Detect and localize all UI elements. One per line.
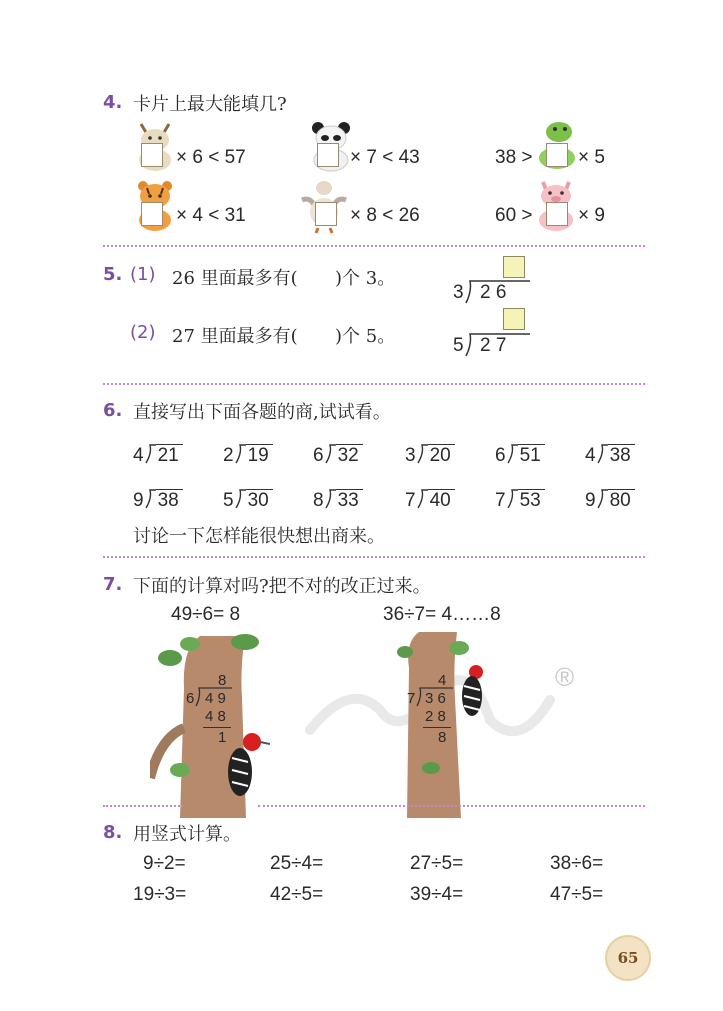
divisor: 9 <box>133 490 144 511</box>
q5-part1-text: 26 里面最多有( <box>172 268 298 289</box>
q4-expr-3: × 5 <box>578 147 605 168</box>
q8-problem: 9÷2= <box>143 853 186 874</box>
q5-number: 5. <box>103 264 123 285</box>
q4-title: 卡片上最大能填几? <box>133 94 287 115</box>
answer-card[interactable] <box>141 202 163 226</box>
q7-right-product: 2 8 <box>425 708 446 725</box>
division-problem <box>585 443 635 471</box>
q7-left-product: 4 8 <box>205 708 226 725</box>
division-bracket <box>416 488 428 516</box>
divisor: 8 <box>313 490 324 511</box>
division-problem <box>313 443 363 471</box>
divisor: 5 <box>223 490 234 511</box>
q8-problem: 47÷5= <box>550 884 604 905</box>
subtraction-line <box>423 727 451 728</box>
q5-part1-text2: )个 3。 <box>335 268 396 289</box>
q7-left-equation: 49÷6= 8 <box>171 604 241 625</box>
dividend: 21 <box>156 444 183 466</box>
q7-left-divisor: 6 <box>186 690 195 707</box>
divisor: 7 <box>495 490 506 511</box>
division-bracket <box>324 488 336 516</box>
q5-dividend-1: 2 6 <box>480 282 507 303</box>
q6-title: 直接写出下面各题的商,试试看。 <box>133 402 391 423</box>
dividend: 53 <box>518 489 545 511</box>
division-problem <box>495 443 545 471</box>
q4-number: 4. <box>103 92 123 113</box>
division-problem <box>405 488 455 516</box>
division-problem <box>313 488 363 516</box>
registered-mark: ® <box>555 662 575 692</box>
dividend: 19 <box>246 444 273 466</box>
division-problem <box>495 488 545 516</box>
q7-right-dividend: 3 6 <box>425 690 446 707</box>
dividend: 30 <box>246 489 273 511</box>
q7-number: 7. <box>103 574 123 595</box>
q5-divisor-1: 3 <box>453 282 464 303</box>
q7-title: 下面的计算对吗?把不对的改正过来。 <box>133 576 431 597</box>
dividend: 20 <box>428 444 455 466</box>
answer-card[interactable] <box>315 202 337 226</box>
section-divider <box>103 805 183 807</box>
division-problem <box>223 488 273 516</box>
answer-card[interactable] <box>546 143 568 167</box>
q8-problem: 25÷4= <box>270 853 324 874</box>
q4-expr-4: × 4 < 31 <box>176 205 246 226</box>
woodpecker-right-icon <box>452 662 492 726</box>
dividend: 51 <box>518 444 545 466</box>
q7-left-quotient: 8 <box>218 672 227 689</box>
q8-problem: 27÷5= <box>410 853 464 874</box>
division-bracket <box>416 443 428 471</box>
dividend: 80 <box>608 489 635 511</box>
division-bracket <box>506 443 518 471</box>
answer-card[interactable] <box>317 143 339 167</box>
division-bracket <box>324 443 336 471</box>
q4-expr-2: × 7 < 43 <box>350 147 420 168</box>
answer-blank[interactable] <box>307 320 335 344</box>
division-bracket <box>506 488 518 516</box>
q4-prefix-6: 60 > <box>495 205 533 226</box>
q7-right-remainder: 8 <box>438 729 447 746</box>
q7-left-remainder: 1 <box>218 729 227 746</box>
q5-divisor-2: 5 <box>453 335 464 356</box>
quotient-box[interactable] <box>503 308 525 330</box>
answer-blank[interactable] <box>307 262 335 286</box>
q4-expr-1: × 6 < 57 <box>176 147 246 168</box>
divisor: 6 <box>495 445 506 466</box>
q5-part2-text2: )个 5。 <box>335 326 396 347</box>
division-problem <box>133 443 183 471</box>
q8-problem: 19÷3= <box>133 884 187 905</box>
q8-problem: 39÷4= <box>410 884 464 905</box>
dividend: 32 <box>336 444 363 466</box>
dividend: 33 <box>336 489 363 511</box>
division-bracket <box>234 443 246 471</box>
dividend: 40 <box>428 489 455 511</box>
section-divider <box>258 805 645 807</box>
division-bracket <box>596 443 608 471</box>
divisor: 4 <box>133 445 144 466</box>
q8-problem: 42÷5= <box>270 884 324 905</box>
q7-right-equation: 36÷7= 4……8 <box>383 604 501 625</box>
quotient-box[interactable] <box>503 256 525 278</box>
q6-number: 6. <box>103 400 123 421</box>
division-problem <box>133 488 183 516</box>
section-divider <box>103 245 645 247</box>
answer-card[interactable] <box>546 202 568 226</box>
q8-problem: 38÷6= <box>550 853 604 874</box>
q5-part2-text: 27 里面最多有( <box>172 326 298 347</box>
subtraction-line <box>203 727 231 728</box>
q8-title: 用竖式计算。 <box>133 824 241 845</box>
q6-footer: 讨论一下怎样能很快想出商来。 <box>133 526 385 547</box>
section-divider <box>103 556 645 558</box>
answer-card[interactable] <box>141 143 163 167</box>
q8-number: 8. <box>103 822 123 843</box>
q7-left-dividend: 4 9 <box>205 690 226 707</box>
divisor: 9 <box>585 490 596 511</box>
q4-expr-6: × 9 <box>578 205 605 226</box>
section-divider <box>103 383 645 385</box>
q7-right-divisor: 7 <box>407 690 416 707</box>
division-problem <box>223 443 273 471</box>
divisor: 3 <box>405 445 416 466</box>
division-problem <box>585 488 635 516</box>
division-bracket <box>144 443 156 471</box>
dividend: 38 <box>608 444 635 466</box>
divisor: 7 <box>405 490 416 511</box>
q4-prefix-3: 38 > <box>495 147 533 168</box>
q7-right-quotient: 4 <box>438 672 447 689</box>
divisor: 2 <box>223 445 234 466</box>
divisor: 6 <box>313 445 324 466</box>
q5-dividend-2: 2 7 <box>480 335 507 356</box>
dividend: 38 <box>156 489 183 511</box>
q5-part1-label: (1) <box>130 264 156 285</box>
division-bracket <box>144 488 156 516</box>
divisor: 4 <box>585 445 596 466</box>
division-bracket <box>596 488 608 516</box>
q4-expr-5: × 8 < 26 <box>350 205 420 226</box>
page-number: 65 <box>605 935 651 981</box>
q5-part2-label: (2) <box>130 322 156 343</box>
division-bracket <box>234 488 246 516</box>
division-problem <box>405 443 455 471</box>
